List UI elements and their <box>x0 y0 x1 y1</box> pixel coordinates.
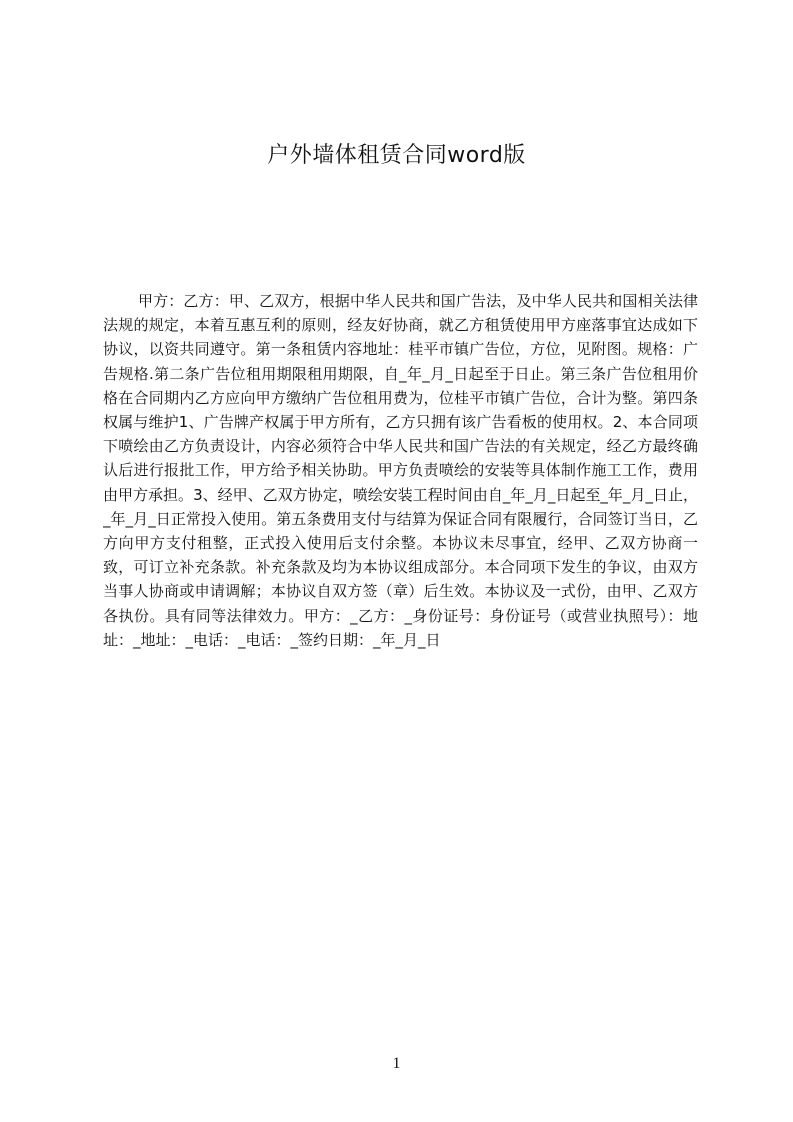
page-number: 1 <box>392 1055 401 1072</box>
contract-body-text: 甲方：乙方：甲、乙双方，根据中华人民共和国广告法，及中华人民共和国相关法律法规的规定，本着互惠互利的原则，经友好协商，就乙方租赁使用甲方座落事宜达成如下协议，以资共同遵守。第一条租赁内容地址：桂平市镇广告位，方位，见附图。规格：广告规格.第二条广告位租用期限租用期限，自_年_月_日起至于日止。第三条广告位租用价格在合同期内乙方应向甲方缴纳广告位租用费为，位桂平市镇广告位，合计为整。第四条权属与维护1、广告牌产权属于甲方所有，乙方只拥有该广告看板的使用权。2、本合同项下喷绘由乙方负责设计，内容必须符合中华人民共和国广告法的有关规定，经乙方最终确认后进行报批工作，甲方给予相关协助。甲方负责喷绘的安装等具体制作施工工作，费用由甲方承担。3、经甲、乙双方协定，喷绘安装工程时间由自_年_月_日起至_年_月_日止，_年_月_日正常投入使用。第五条费用支付与结算为保证合同有限履行，合同签订当日，乙方向甲方支付租整，正式投入使用后支付余整。本协议未尽事宜，经甲、乙双方协商一致，可订立补充条款。补充条款及均为本协议组成部分。本合同项下发生的争议，由双方当事人协商或申请调解；本协议自双方签（章）后生效。本协议及一式份，由甲、乙双方各执份。具有同等法律效力。甲方：_乙方：_身份证号：身份证号（或营业执照号）：地址：_地址：_电话：_电话：_签约日期：_年_月_日 <box>103 292 698 649</box>
document-title: 户外墙体租赁合同word版 <box>267 143 526 168</box>
